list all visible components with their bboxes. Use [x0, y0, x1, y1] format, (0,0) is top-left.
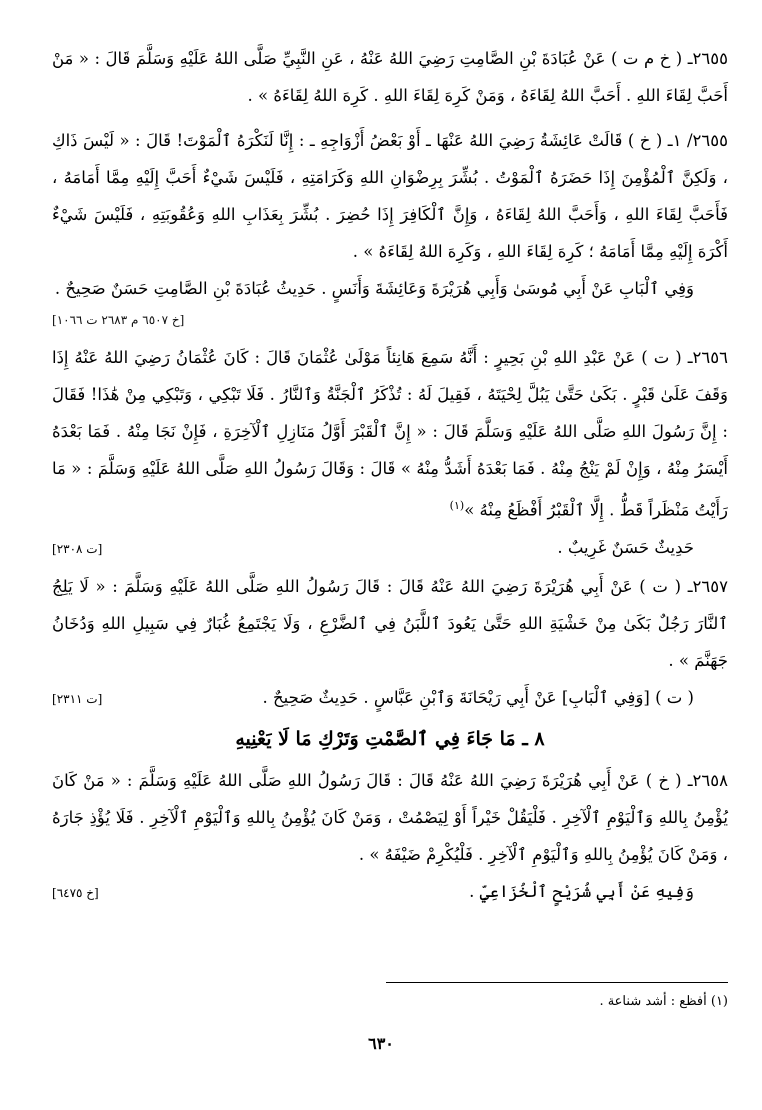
hadith-2657-ref: [ت ٢٣١١] [52, 691, 103, 706]
reference-text: [خ ٦٥٠٧ م ٢٦٨٣ ت ١٠٦٦] [52, 313, 185, 327]
hadith-2658: ٢٦٥٨ـ ( خ ) عَنْ أَبِي هُرَيْرَةَ رَضِيَ اللهُ عَنْهُ قَالَ : قَالَ رَسُولُ اللهِ صَلَّى اللهُ عَلَيْهِ وَسَلَّمَ : « مَنْ كَانَ يُؤْمِنُ بِاللهِ وَٱلْيَوْمِ ٱلْآخِرِ . فَلْيَقُلْ خَيْراً أَوْ لِيَصْمُتْ ، وَمَنْ كَانَ يُؤْمِنُ بِاللهِ وَٱلْيَوْمِ ٱلْآخِرِ . فَلَا يُؤْذِ جَارَهُ ، وَمَنْ كَانَ يُؤْمِنُ بِاللهِ وَٱلْيَوْمِ ٱلْآخِرِ . فَلْيُكْرِمْ ضَيْفَهُ » . [52, 770, 728, 864]
section-title: ٨ ـ مَا جَاءَ فِي ٱلصَّمْتِ وَتَرْكِ مَا لَا يَعْنِيهِ [235, 727, 545, 750]
footnote: (١) أفظع : أشد شناعة . [599, 994, 728, 1009]
hadith-2655: ٢٦٥٥ـ ( خ م ت ) عَنْ عُبَادَةَ بْنِ الصَّامِتِ رَضِيَ اللهُ عَنْهُ ، عَنِ النَّبِيِّ صَلَّى اللهُ عَلَيْهِ وَسَلَّمَ قَالَ : « مَنْ أَحَبَّ لِقَاءَ اللهِ . أَحَبَّ اللهُ لِقَاءَهُ ، وَمَنْ كَرِهَ لِقَاءَ اللهِ . كَرِهَ اللهُ لِقَاءَهُ » . [52, 49, 728, 105]
hadith-2656-ref: [ت ٢٣٠٨] [52, 541, 103, 556]
hadith-2657-tail: ( ت ) [وَفِي ٱلْبَابِ] عَنْ أَبِي رَيْحَانَةَ وَٱبْنِ عَبَّاسٍ . حَدِيثٌ صَحِيحٌ . [262, 687, 694, 707]
hadith-2655-1-tail: وَفِي ٱلْبَابِ عَنْ أَبِي مُوسَىٰ وَأَبِي هُرَيْرَةَ وَعَائِشَةَ وَأَنَسٍ . حَدِيثُ عُبَادَةَ بْنِ الصَّامِتِ حَسَنٌ صَحِيحٌ . [54, 279, 694, 298]
footnote-marker: (١) [449, 499, 465, 512]
hadith-2658-grading-row [52, 873, 728, 912]
hadith-2657: ٢٦٥٧ـ ( ت ) عَنْ أَبِي هُرَيْرَةَ رَضِيَ اللهُ عَنْهُ قَالَ : قَالَ رَسُولُ اللهِ صَلَّى اللهُ عَلَيْهِ وَسَلَّمَ : « لَا يَلِجُ ٱلنَّارَ رَجُلٌ بَكَىٰ مِنْ خَشْيَةِ اللهِ حَتَّىٰ يَعُودَ ٱللَّبَنُ فِي ٱلضَّرْعِ ، وَلَا يَجْتَمِعُ غُبَارٌ فِي سَبِيلِ اللهِ وَدُخَانُ جَهَنَّمَ » . [52, 576, 728, 670]
hadith-2655-1: ٢٦٥٥/ ١ـ ( خ ) قَالَتْ عَائِشَةُ رَضِيَ اللهُ عَنْهَا ـ أَوْ بَعْضُ أَزْوَاجِهِ ـ : إِنَّا لَنَكْرَهُ ٱلْمَوْتَ! قَالَ : « لَيْسَ ذَاكِ ، وَلَكِنَّ ٱلْمُؤْمِنَ إِذَا حَضَرَهُ ٱلْمَوْتُ . بُشِّرَ بِرِضْوَانِ اللهِ وَكَرَامَتِهِ ، فَلَيْسَ شَيْءٌ أَحَبَّ إِلَيْهِ مِمَّا أَمَامَهُ ، فَأَحَبَّ لِقَاءَ اللهِ ، وَأَحَبَّ اللهُ لِقَاءَهُ ، وَإِنَّ ٱلْكَافِرَ إِذَا حُضِرَ . بُشِّرَ بِعَذَابِ اللهِ وَعُقُوبَتِهِ ، فَلَيْسَ شَيْءٌ أَكْرَهَ إِلَيْهِ مِمَّا أَمَامَهُ ؛ كَرِهَ لِقَاءَ اللهِ ، وَكَرِهَ اللهُ لِقَاءَهُ » . [52, 131, 728, 261]
hadith-2656-tail: حَدِيثٌ حَسَنٌ غَرِيبٌ . [557, 537, 694, 557]
page-number: ٦٣٠ [368, 1034, 394, 1053]
hadith-2658-ref: [خ ٦٤٧٥] [52, 885, 99, 900]
page-body [52, 40, 728, 912]
hadith-2656-text: ٢٦٥٦ـ ( ت ) عَنْ عَبْدِ اللهِ بْنِ بَحِيرٍ : أَنَّهُ سَمِعَ هَانِئاً مَوْلَىٰ عُثْمَانَ قَالَ : كَانَ عُثْمَانُ رَضِيَ اللهُ عَنْهُ إِذَا وَقَفَ عَلَىٰ قَبْرٍ . بَكَىٰ حَتَّىٰ يَبُلَّ لِحْيَتَهُ ، فَقِيلَ لَهُ : تُذْكَرُ ٱلْجَنَّةُ وَٱلنَّارُ . فَلَا تَبْكِي ، وَتَبْكِي مِنْ هَٰذَا! فَقَالَ : إِنَّ رَسُولَ اللهِ صَلَّى اللهُ عَلَيْهِ وَسَلَّمَ قَالَ : « إِنَّ ٱلْقَبْرَ أَوَّلُ مَنَازِلِ ٱلْآخِرَةِ ، فَإِنْ نَجَا مِنْهُ . فَمَا بَعْدَهُ أَيْسَرُ مِنْهُ ، وَإِنْ لَمْ يَنْجُ مِنْهُ . فَمَا بَعْدَهُ أَشَدُّ مِنْهُ » قَالَ : وَقَالَ رَسُولُ اللهِ صَلَّى اللهُ عَلَيْهِ وَسَلَّمَ : « مَا رَأَيْتُ مَنْظَراً قَطُّ . إِلَّا ٱلْقَبْرُ أَفْظَعُ مِنْهُ » [52, 348, 728, 520]
footnote-divider [386, 982, 728, 983]
hadith-2655-1-ref [52, 311, 728, 329]
hadith-2658-tail: وَفِيهِ عَنْ أَبِي شُرَيْحٍ ٱلْخُزَاعِيِّ . [469, 881, 694, 901]
hadith-2657-grading-row [52, 679, 728, 718]
hadith-2656-grading-row [52, 529, 728, 568]
hadith-2656 [52, 339, 728, 529]
